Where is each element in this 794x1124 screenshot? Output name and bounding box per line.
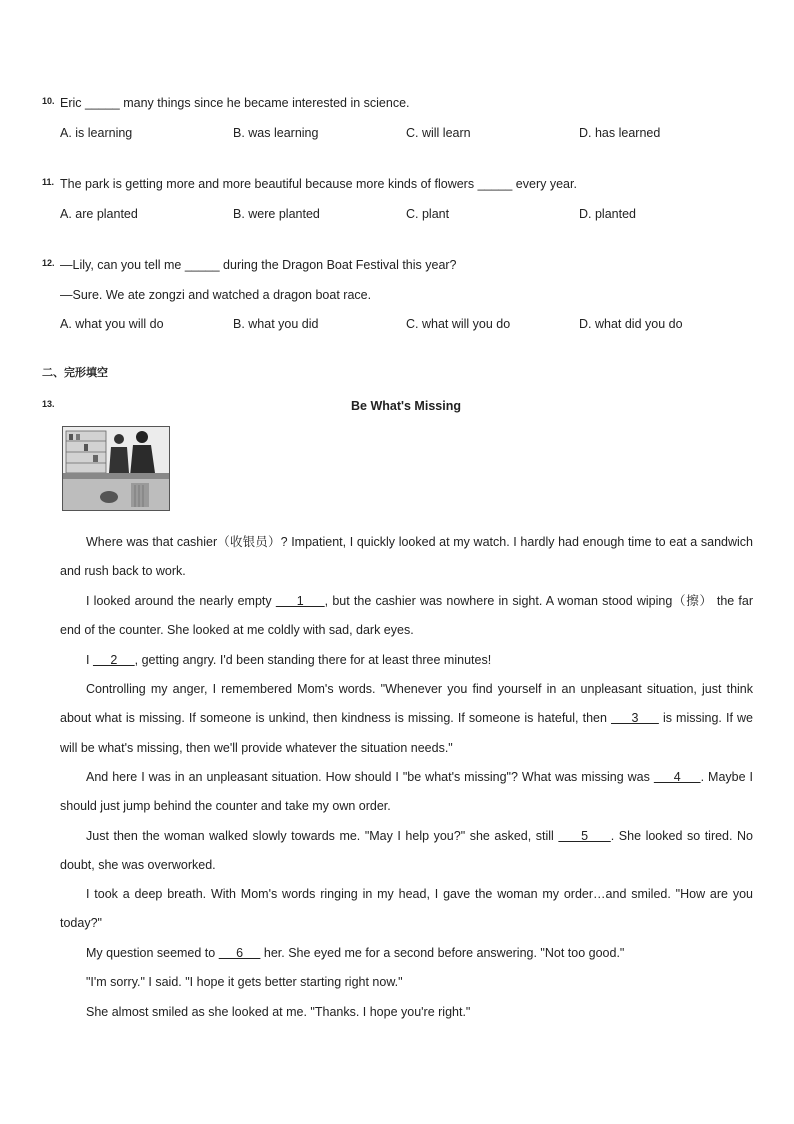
question-number: 12. (42, 258, 55, 268)
passage-paragraph: Just then the woman walked slowly towards me. "May I help you?" she asked, still 5 . She looked so tired. No doubt, she was overworked. (60, 829, 754, 873)
question-stem: Eric _____ many things since he became interested in science. (60, 96, 410, 110)
cashier-scene-image (63, 427, 169, 510)
passage-paragraph: I 2 , getting angry. I'd been standing there for at least three minutes! (86, 653, 492, 667)
option-b[interactable]: B. were planted (233, 207, 320, 221)
question-stem-line-2: —Sure. We ate zongzi and watched a dragon boat race. (60, 288, 372, 302)
passage-paragraph: And here I was in an unpleasant situation. How should I "be what's missing"? What was missing was 4 . Maybe I should just jump behind the counter and take my own order. (60, 770, 753, 814)
option-a[interactable]: A. what you will do (60, 317, 164, 331)
passage-paragraph: Controlling my anger, I remembered Mom's words. "Whenever you find yourself in an unpleasant situation, just think about what is missing. If someone is unkind, then kindness is missing. If someone is hateful, then 3 is missing. If we will be what's missing, then we'll provide whatever the situation needs." (60, 682, 754, 755)
passage-paragraph: She almost smiled as she looked at me. "Thanks. I hope you're right." (86, 1005, 471, 1019)
section-title: 二、完形填空 (42, 366, 108, 379)
passage-paragraph: I took a deep breath. With Mom's words ringing in my head, I gave the woman my order…and smiled. "How are you today?" (60, 887, 753, 931)
question-number: 11. (42, 177, 55, 187)
option-d[interactable]: D. planted (579, 207, 636, 221)
question-number: 10. (42, 96, 55, 106)
question-stem: The park is getting more and more beautiful because more kinds of flowers _____ every year. (60, 177, 577, 191)
passage-paragraph: My question seemed to 6 her. She eyed me for a second before answering. "Not too good." (86, 946, 625, 960)
option-c[interactable]: C. will learn (406, 126, 471, 140)
option-b[interactable]: B. was learning (233, 126, 319, 140)
option-c[interactable]: C. plant (406, 207, 450, 221)
question-stem: —Lily, can you tell me _____ during the Dragon Boat Festival this year? (60, 258, 457, 272)
passage-title: Be What's Missing (351, 399, 461, 413)
passage-paragraph: "I'm sorry." I said. "I hope it gets better starting right now." (86, 975, 403, 989)
blank-2[interactable]: 2 (92, 653, 135, 667)
blank-6[interactable]: 6 (218, 946, 261, 960)
option-d[interactable]: D. has learned (579, 126, 661, 140)
option-a[interactable]: A. is learning (60, 126, 133, 140)
option-d[interactable]: D. what did you do (579, 317, 683, 331)
blank-3[interactable]: 3 (611, 711, 659, 726)
blank-5[interactable]: 5 (558, 829, 611, 843)
option-b[interactable]: B. what you did (233, 317, 319, 331)
question-number: 13. (42, 399, 55, 409)
passage-paragraph: Where was that cashier（收银员）? Impatient, I quickly looked at my watch. I hardly had enough time to eat a sandwich and rush back to work. (60, 535, 753, 579)
option-c[interactable]: C. what will you do (406, 317, 511, 331)
passage-illustration (62, 426, 170, 511)
passage-paragraph: I looked around the nearly empty 1 , but the cashier was nowhere in sight. A woman stood wiping（擦） the far end of the counter. She looked at me coldly with sad, dark eyes. (60, 594, 754, 638)
blank-1[interactable]: 1 (275, 594, 325, 608)
option-a[interactable]: A. are planted (60, 207, 138, 221)
blank-4[interactable]: 4 (653, 770, 701, 784)
